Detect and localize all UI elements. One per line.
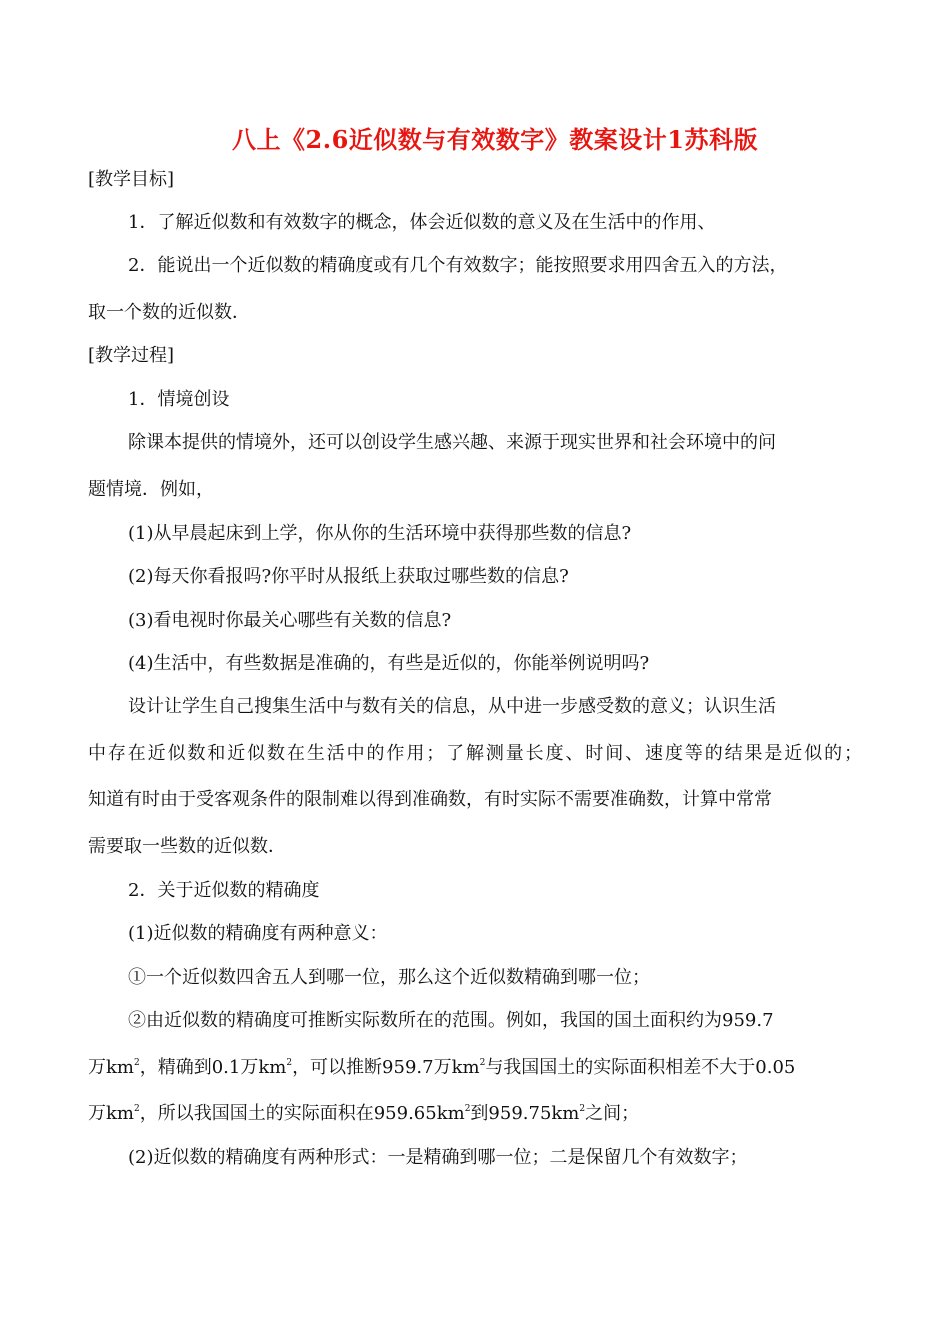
design-paragraph-line-3: 知道有时由于受客观条件的限制难以得到准确数，有时实际不需要准确数，计算中常常 [88, 789, 772, 810]
text-fragment: 之间； [585, 1103, 640, 1124]
question-3: (3)看电视时你最关心哪些有关数的信息? [128, 610, 452, 631]
text-fragment: 万km [88, 1057, 134, 1078]
text-fragment: 到959.75km [470, 1103, 580, 1124]
meaning-item-2-line-2 [88, 1056, 795, 1080]
goal-item-2-line-2: 取一个数的近似数． [88, 302, 250, 323]
document-title: 八上《2.6近似数与有效数字》教案设计1苏科版 [232, 125, 758, 154]
goal-item-1: 1．了解近似数和有效数字的概念，体会近似数的意义及在生活中的作用、 [128, 212, 716, 233]
superscript: 2 [133, 1104, 140, 1114]
step-1-paragraph-line-2: 题情境．例如， [88, 479, 214, 500]
question-4: (4)生活中，有些数据是准确的，有些是近似的，你能举例说明吗? [128, 653, 650, 674]
superscript: 2 [579, 1104, 586, 1114]
section-heading-goals: [教学目标] [88, 169, 175, 190]
superscript: 2 [464, 1104, 471, 1114]
accuracy-forms: (2)近似数的精确度有两种形式：一是精确到哪一位；二是保留几个有效数字； [128, 1147, 748, 1168]
superscript: 2 [479, 1058, 486, 1068]
meaning-item-1: ①一个近似数四舍五人到哪一位，那么这个近似数精确到哪一位； [128, 967, 650, 988]
goal-item-2-line-1: 2．能说出一个近似数的精确度或有几个有效数字；能按照要求用四舍五入的方法， [128, 255, 788, 276]
accuracy-meaning-heading: (1)近似数的精确度有两种意义： [128, 923, 388, 944]
superscript: 2 [133, 1058, 140, 1068]
text-fragment: ，所以我国国土的实际面积在959.65km [139, 1103, 465, 1124]
question-2: (2)每天你看报吗?你平时从报纸上获取过哪些数的信息? [128, 566, 569, 587]
step-1-paragraph-line-1: 除课本提供的情境外，还可以创设学生感兴趣、来源于现实世界和社会环境中的问 [128, 432, 776, 453]
step-1-heading: 1．情境创设 [128, 389, 230, 410]
section-heading-process: [教学过程] [88, 345, 175, 366]
design-paragraph-line-4: 需要取一些数的近似数． [88, 836, 286, 857]
superscript: 2 [286, 1058, 293, 1068]
text-fragment: ，精确到0.1万km [139, 1057, 287, 1078]
question-1: (1)从早晨起床到上学，你从你的生活环境中获得那些数的信息? [128, 523, 632, 544]
text-fragment: 与我国国土的实际面积相差不大于0.05 [485, 1057, 796, 1078]
text-fragment: 万km [88, 1103, 134, 1124]
meaning-item-2-line-1: ②由近似数的精确度可推断实际数所在的范围。例如，我国的国土面积约为959.7 [128, 1010, 774, 1031]
design-paragraph-line-1: 设计让学生自己搜集生活中与数有关的信息，从中进一步感受数的意义；认识生活 [128, 696, 776, 717]
meaning-item-2-line-3 [88, 1102, 639, 1126]
design-paragraph-line-2: 中存在近似数和近似数在生活中的作用；了解测量长度、时间、速度等的结果是近似的； [88, 743, 862, 764]
step-2-heading: 2．关于近似数的精确度 [128, 880, 320, 901]
text-fragment: ，可以推断959.7万km [292, 1057, 480, 1078]
